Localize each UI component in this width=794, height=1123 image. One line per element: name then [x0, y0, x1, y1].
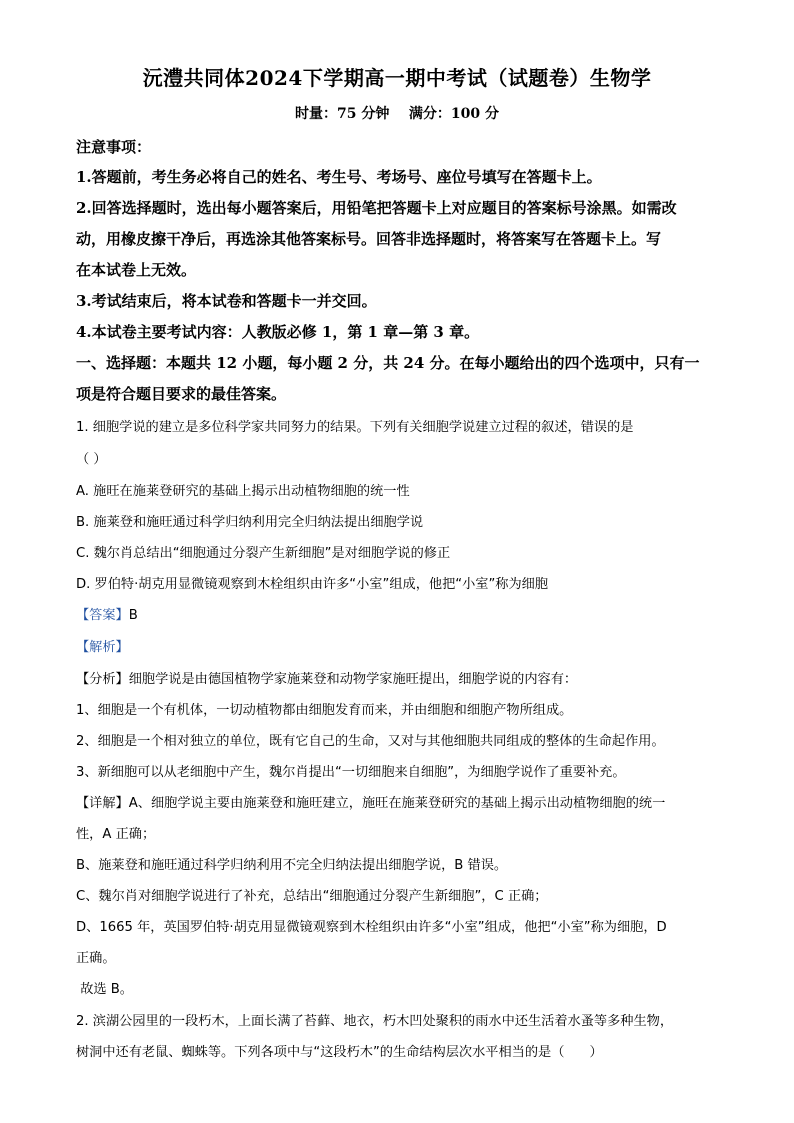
question-1-stem: 1. 细胞学说的建立是多位科学家共同努力的结果。下列有关细胞学说建立过程的叙述，错误的是: [76, 420, 634, 435]
analysis-line: B、施莱登和施旺通过科学归纳利用不完全归纳法提出细胞学说，B 错误。: [76, 858, 508, 873]
analysis-line: 【详解】A、细胞学说主要由施莱登和施旺建立，施旺在施莱登研究的基础上揭示出动植物细胞的统一: [76, 796, 666, 811]
question-1-option-c: C. 魏尔肖总结出“细胞通过分裂产生新细胞”是对细胞学说的修正: [76, 546, 451, 561]
analysis-line: 故选 B。: [76, 982, 133, 997]
analysis-line: 正确。: [76, 951, 116, 966]
answer-value: B: [128, 608, 138, 623]
question-1-option-a: A. 施旺在施莱登研究的基础上揭示出动植物细胞的统一性: [76, 484, 410, 499]
page-title: 沅澧共同体2024下学期高一期中考试（试题卷）生物学: [142, 66, 652, 90]
notes-heading: 注意事项：: [76, 138, 152, 156]
analysis-line: 1、细胞是一个有机体，一切动植物都由细胞发育而来，并由细胞和细胞产物所组成。: [76, 703, 573, 718]
question-1-stem: （ ）: [76, 452, 107, 467]
analysis-line: 2、细胞是一个相对独立的单位，既有它自己的生命，又对与其他细胞共同组成的整体的生命起作用。: [76, 734, 665, 749]
note-line: 3.考试结束后，将本试卷和答题卡一并交回。: [76, 292, 377, 310]
analysis-line: C、魏尔肖对细胞学说进行了补充，总结出“细胞通过分裂产生新细胞”，C 正确；: [76, 889, 548, 904]
analysis-line: 性，A 正确；: [76, 827, 156, 842]
question-1-option-b: B. 施莱登和施旺通过科学归纳利用完全归纳法提出细胞学说: [76, 515, 424, 530]
question-2-stem: 2. 滨湖公园里的一段朽木，上面长满了苔藓、地衣，朽木凹处聚积的雨水中还生活着水蚤等多种生物，: [76, 1014, 674, 1029]
exam-time-and-score: 时量：75 分钟 满分：100 分: [295, 106, 499, 122]
answer-line: [76, 604, 138, 623]
question-2-stem: 树洞中还有老鼠、蜘蛛等。下列各项中与“这段朽木”的生命结构层次水平相当的是（ ）: [76, 1045, 603, 1060]
answer-tag: 【答案】: [76, 608, 129, 623]
note-line: 2.回答选择题时，选出每小题答案后，用铅笔把答题卡上对应题目的答案标号涂黑。如需改: [76, 199, 677, 217]
section-heading: 一、选择题：本题共 12 小题，每小题 2 分，共 24 分。在每小题给出的四个选项中，只有一: [76, 354, 700, 372]
note-line: 4.本试卷主要考试内容：人教版必修 1，第 1 章—第 3 章。: [76, 323, 480, 341]
question-1-option-d: D. 罗伯特·胡克用显微镜观察到木栓组织由许多“小室”组成，他把“小室”称为细胞: [76, 577, 549, 592]
note-line: 在本试卷上无效。: [76, 261, 197, 279]
note-line: 动，用橡皮擦干净后，再选涂其他答案标号。回答非选择题时，将答案写在答题卡上。写: [76, 230, 662, 248]
analysis-line: 3、新细胞可以从老细胞中产生，魏尔肖提出“一切细胞来自细胞”，为细胞学说作了重要补充。: [76, 765, 626, 780]
note-line: 1.答题前，考生务必将自己的姓名、考生号、考场号、座位号填写在答题卡上。: [76, 168, 602, 186]
analysis-line: 【分析】细胞学说是由德国植物学家施莱登和动物学家施旺提出，细胞学说的内容有：: [76, 672, 578, 687]
analysis-tag: 【解析】: [76, 640, 129, 655]
analysis-line: D、1665 年，英国罗伯特·胡克用显微镜观察到木栓组织由许多“小室”组成，他把“小室”称为细胞，D: [76, 920, 667, 935]
section-heading: 项是符合题目要求的最佳答案。: [76, 385, 287, 403]
